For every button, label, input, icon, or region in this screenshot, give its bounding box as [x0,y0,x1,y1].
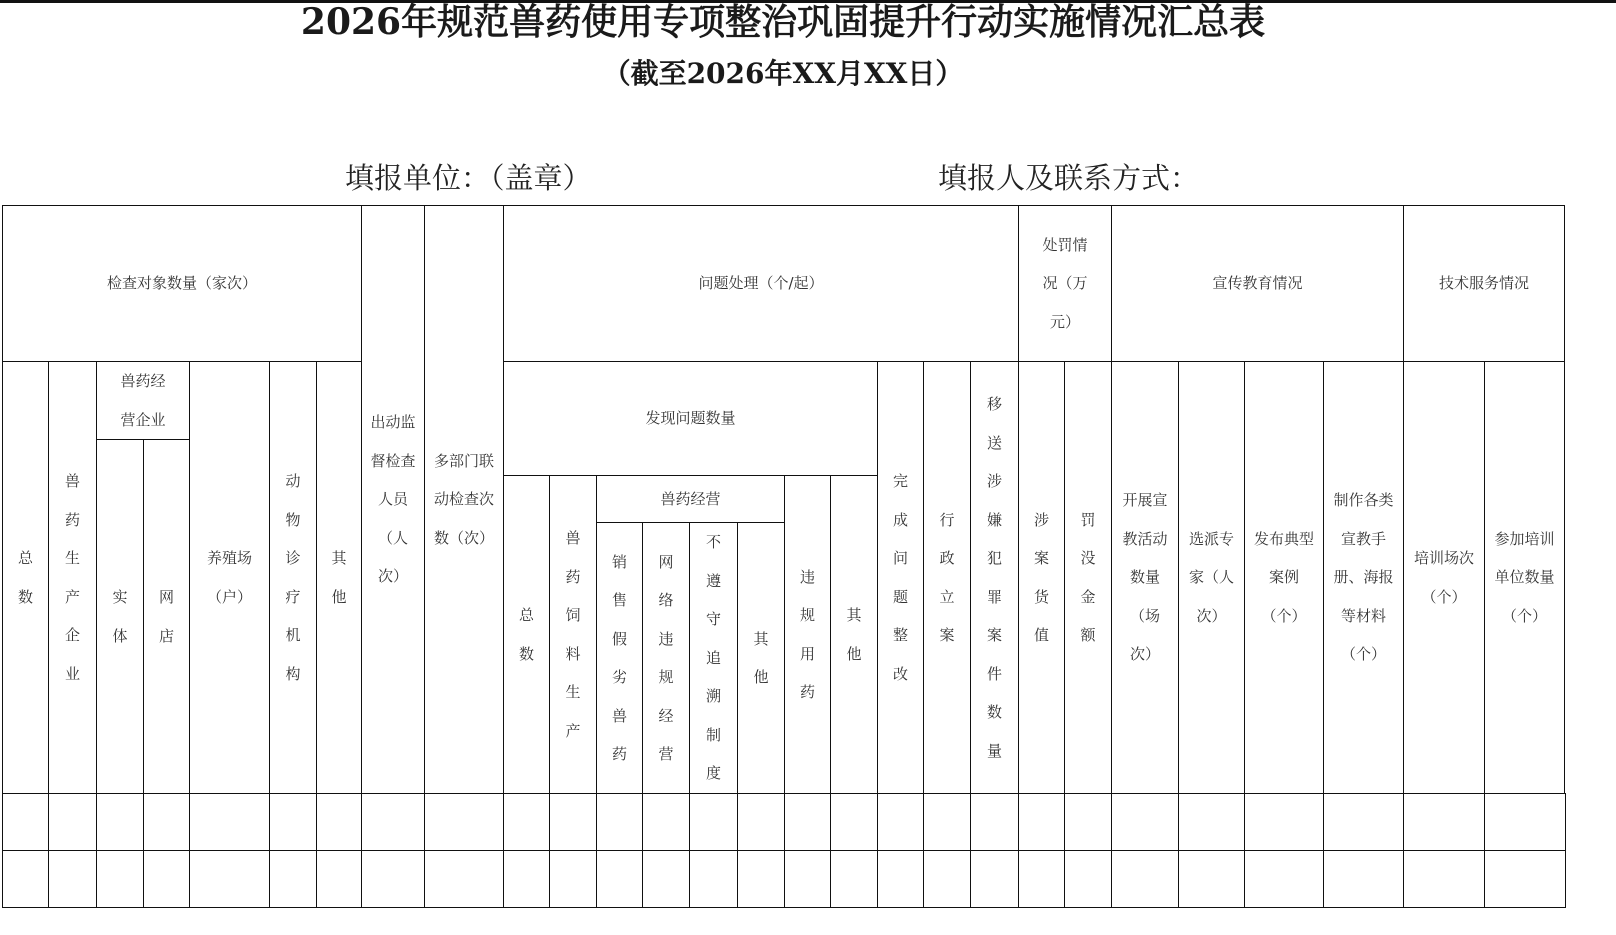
table-cell[interactable] [549,850,597,908]
table-cell[interactable] [503,793,550,851]
table-cell[interactable] [1484,793,1566,851]
table-cell[interactable] [596,793,643,851]
table-cell[interactable] [1064,793,1112,851]
table-cell[interactable] [642,850,690,908]
col-training-units: 参加培训单位数量（个） [1484,361,1565,794]
table-cell[interactable] [784,793,831,851]
table-cell[interactable] [189,793,270,851]
col-traceability-violation: 不遵守追溯制度 [689,522,738,794]
document-title: 2026年规范兽药使用专项整治巩固提升行动实施情况汇总表 [300,1,1266,43]
table-cell[interactable] [48,793,97,851]
col-typical-cases: 发布典型案例（个） [1244,361,1324,794]
table-cell[interactable] [316,793,362,851]
table-cell[interactable] [1244,850,1324,908]
table-cell[interactable] [923,850,971,908]
col-rectified: 完成问题整改 [877,361,924,794]
fill-person-label: 填报人及联系方式： [938,161,1200,195]
table-cell[interactable] [2,850,49,908]
table-cell[interactable] [143,850,190,908]
table-cell[interactable] [784,850,831,908]
table-cell[interactable] [269,850,317,908]
table-cell[interactable] [923,793,971,851]
table-cell[interactable] [549,793,597,851]
document-subtitle: （截至2026年XX月XX日） [602,57,964,90]
table-cell[interactable] [361,793,425,851]
table-cell[interactable] [970,850,1019,908]
table-cell[interactable] [1178,850,1245,908]
col-illegal-drug-use: 违规用药 [784,475,831,794]
table-cell[interactable] [1111,793,1179,851]
table-cell[interactable] [1323,850,1404,908]
table-cell[interactable] [1244,793,1324,851]
table-cell[interactable] [877,850,924,908]
col-online-store: 网店 [143,439,190,794]
header-publicity: 宣传教育情况 [1111,205,1404,362]
col-materials: 制作各类宣教手册、海报等材料（个） [1323,361,1404,794]
table-cell[interactable] [1403,850,1485,908]
fill-unit-label: 填报单位：（盖章） [345,161,592,195]
col-business-other: 其他 [737,522,785,794]
table-cell[interactable] [1018,793,1065,851]
col-experts-dispatched: 选派专家（人次） [1178,361,1245,794]
col-problems-total: 总数 [503,475,550,794]
header-penalty: 处罚情况（万元） [1018,205,1112,362]
table-cell[interactable] [48,850,97,908]
col-case-goods-value: 涉案货值 [1018,361,1065,794]
table-cell[interactable] [737,793,785,851]
table-cell[interactable] [1484,850,1566,908]
col-online-violation: 网络违规经营 [642,522,690,794]
table-cell[interactable] [96,793,144,851]
table-cell[interactable] [143,793,190,851]
table-cell[interactable] [970,793,1019,851]
col-criminal-referrals: 移送涉嫌犯罪案件数量 [970,361,1019,794]
col-animal-clinic: 动物诊疗机构 [269,361,317,794]
table-cell[interactable] [316,850,362,908]
table-cell[interactable] [689,793,738,851]
col-sell-counterfeit: 销售假劣兽药 [596,522,643,794]
table-cell[interactable] [1403,793,1485,851]
table-cell[interactable] [830,793,878,851]
table-cell[interactable] [877,793,924,851]
table-cell[interactable] [424,850,504,908]
col-vet-drug-producer: 兽药生产企业 [48,361,97,794]
table-cell[interactable] [96,850,144,908]
table-cell[interactable] [503,850,550,908]
col-problems-other: 其他 [830,475,878,794]
col-other: 其他 [316,361,362,794]
table-cell[interactable] [1064,850,1112,908]
header-vet-drug-business-enterprise: 兽药经营企业 [96,361,190,440]
table-cell[interactable] [689,850,738,908]
col-physical-store: 实体 [96,439,144,794]
table-cell[interactable] [269,793,317,851]
col-medicated-feed-production: 兽药饲料生产 [549,475,597,794]
col-fines-confiscation: 罚没金额 [1064,361,1112,794]
table-cell[interactable] [1178,793,1245,851]
table-cell[interactable] [189,850,270,908]
table-cell[interactable] [2,793,49,851]
col-publicity-events: 开展宣教活动数量（场次） [1111,361,1179,794]
col-farm: 养殖场（户） [189,361,270,794]
table-cell[interactable] [361,850,425,908]
table-cell[interactable] [830,850,878,908]
table-cell[interactable] [1018,850,1065,908]
table-cell[interactable] [1323,793,1404,851]
header-tech-service: 技术服务情况 [1403,205,1565,362]
header-supervisors: 出动监督检查人员（人次） [361,205,425,794]
table-cell[interactable] [1111,850,1179,908]
header-found-problems: 发现问题数量 [503,361,878,476]
table-cell[interactable] [737,850,785,908]
table-cell[interactable] [596,850,643,908]
header-inspection-objects: 检查对象数量（家次） [2,205,362,362]
col-admin-cases: 行政立案 [923,361,971,794]
header-problem-handling: 问题处理（个/起） [503,205,1019,362]
table-cell[interactable] [424,793,504,851]
col-total: 总数 [2,361,49,794]
col-training-sessions: 培训场次（个） [1403,361,1485,794]
header-vet-drug-business: 兽药经营 [596,475,785,523]
table-cell[interactable] [642,793,690,851]
header-joint-inspections: 多部门联动检查次数（次） [424,205,504,794]
